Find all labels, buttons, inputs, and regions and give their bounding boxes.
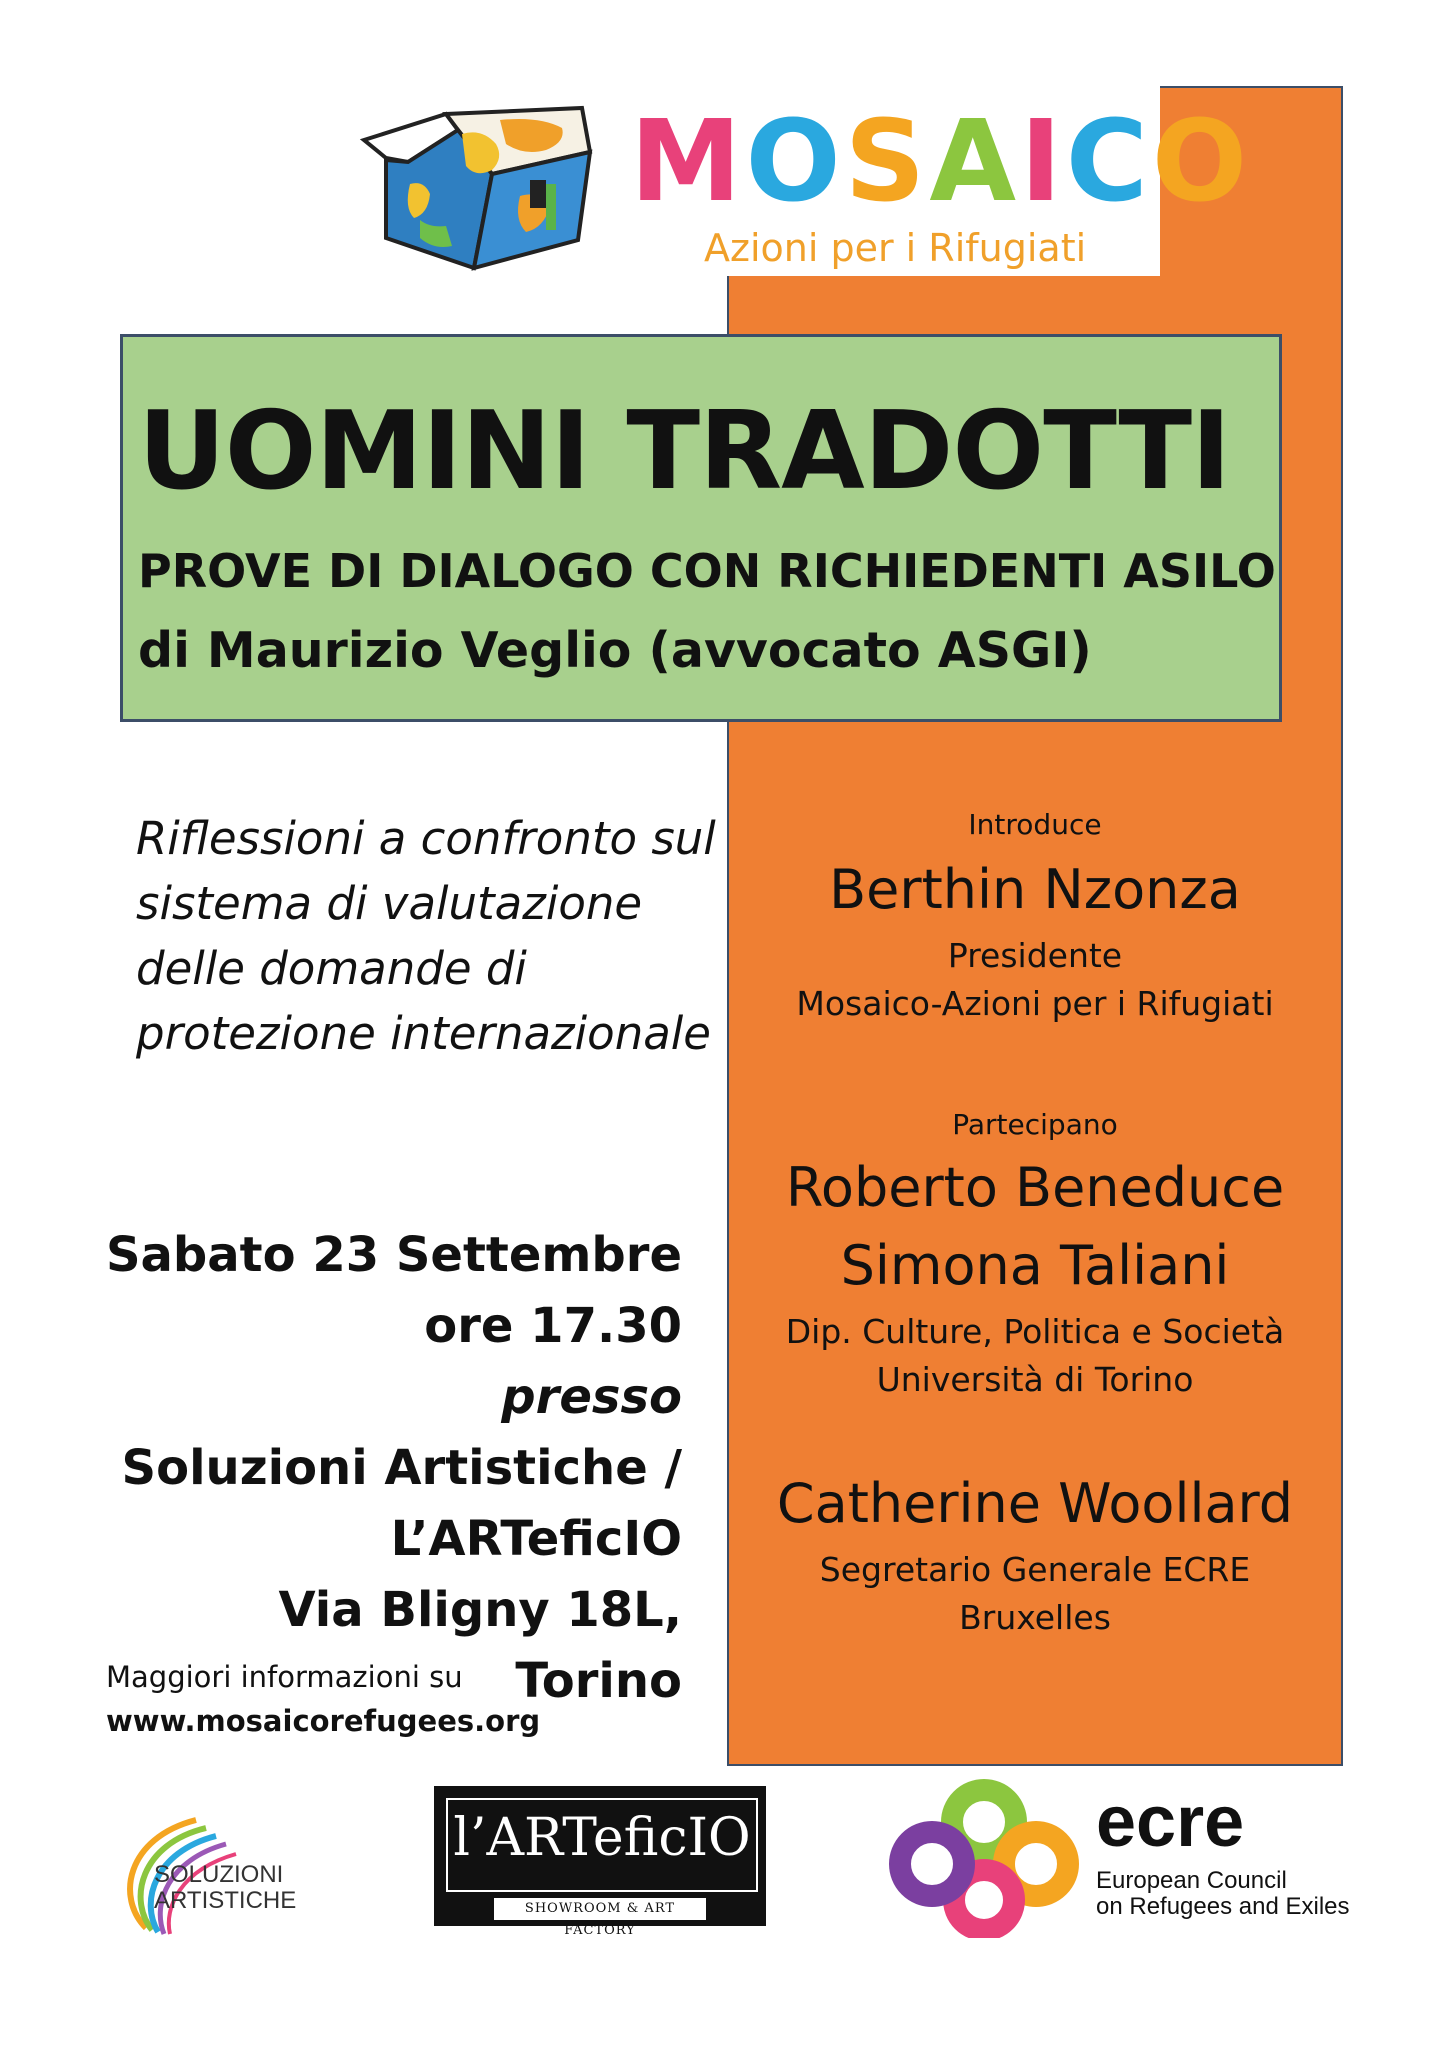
mosaico-letter: C xyxy=(1065,97,1152,227)
guest-speaker-name: Catherine Woollard xyxy=(776,1472,1294,1535)
event-time: ore 17.30 xyxy=(424,1298,682,1354)
mosaico-letter: S xyxy=(844,97,930,227)
soluzioni-text-line: ARTISTICHE xyxy=(154,1887,297,1914)
soluzioni-text-line: SOLUZIONI xyxy=(154,1861,284,1888)
page-title: UOMINI TRADOTTI xyxy=(138,389,1231,514)
ecre-wordmark: ecre xyxy=(1096,1782,1245,1862)
soluzioni-artistiche-logo xyxy=(154,1862,296,1914)
intro-label: Introduce xyxy=(968,808,1102,841)
house-globe-logo xyxy=(350,100,610,276)
intro-speaker-name: Berthin Nzonza xyxy=(829,858,1241,921)
arteficio-tagline: SHOWROOM & ART FACTORY xyxy=(494,1898,706,1920)
intro-speaker-role: Presidente xyxy=(947,936,1123,975)
participants-label: Partecipano xyxy=(952,1108,1118,1141)
mosaico-letter: M xyxy=(630,97,746,227)
event-at: presso xyxy=(501,1369,682,1425)
guest-speaker-city: Bruxelles xyxy=(959,1598,1111,1637)
event-date: Sabato 23 Settembre xyxy=(105,1227,682,1283)
description xyxy=(136,806,716,1066)
mosaico-letter: O xyxy=(745,97,845,227)
description-line: Riflessioni a confronto sul xyxy=(136,812,716,865)
mosaico-tagline: Azioni per i Rifugiati xyxy=(704,226,1087,270)
arteficio-name: l’ARTeficIO xyxy=(453,1808,751,1868)
guest-speaker-role: Segretario Generale ECRE xyxy=(819,1550,1251,1589)
event-details xyxy=(100,1220,682,1717)
ecre-knot-icon xyxy=(884,1778,1084,1938)
info-label: Maggiori informazioni su xyxy=(106,1660,463,1694)
mosaico-letter: O xyxy=(1151,97,1252,227)
description-line: delle domande di xyxy=(136,942,527,995)
description-line: sistema di valutazione xyxy=(136,877,643,930)
event-venue-2: L’ARTeficIO xyxy=(390,1511,682,1567)
description-line: protezione internazionale xyxy=(136,1007,711,1060)
author-line: di Maurizio Veglio (avvocato ASGI) xyxy=(138,622,1092,679)
event-address: Via Bligny 18L, Torino xyxy=(278,1582,682,1709)
mosaico-wordmark xyxy=(630,97,1252,227)
intro-speaker-org: Mosaico-Azioni per i Rifugiati xyxy=(796,984,1274,1023)
website-link[interactable]: www.mosaicorefugees.org xyxy=(106,1704,541,1738)
event-venue: Soluzioni Artistiche / xyxy=(121,1440,682,1496)
ecre-fullname-line: European Council xyxy=(1096,1867,1287,1894)
participant-name: Simona Taliani xyxy=(840,1234,1230,1297)
participant-name: Roberto Beneduce xyxy=(785,1156,1285,1219)
ecre-fullname xyxy=(1096,1868,1350,1920)
mosaico-letter: I xyxy=(1020,97,1066,227)
page-subtitle: PROVE DI DIALOGO CON RICHIEDENTI ASILO xyxy=(138,544,1276,598)
mosaico-letter: A xyxy=(929,97,1021,227)
participant-org: Università di Torino xyxy=(876,1360,1194,1399)
participant-role: Dip. Culture, Politica e Società xyxy=(785,1312,1285,1351)
ecre-fullname-line: on Refugees and Exiles xyxy=(1096,1893,1350,1920)
